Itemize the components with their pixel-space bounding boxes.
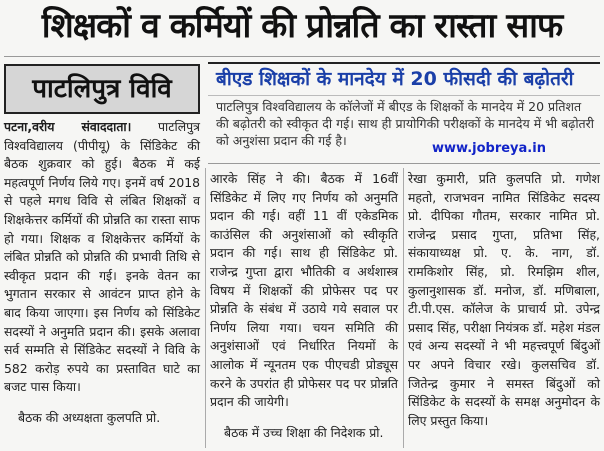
watermark-text: www.jobreya.in	[432, 141, 546, 156]
intro-rule	[208, 163, 600, 164]
column-divider-2	[403, 168, 404, 448]
headline: शिक्षकों व कर्मियों की प्रोन्नति का रास्ता साफ	[41, 6, 563, 46]
column-1-text	[4, 118, 200, 397]
column-divider-1	[205, 168, 206, 448]
subheadline: बीएड शिक्षकों के मानदेय में 20 फीसदी की बढ़ोतरी	[208, 62, 600, 96]
article-column-3	[408, 170, 600, 430]
intro-paragraph: पाटलिपुत्र विश्वविद्यालय के कॉलेजों में बीएड के शिक्षकों के मानदेय में 20 प्रतिशत की बढ़ोतरी को स्वीकृत दी गई। साथ ही प्रायोगिकी परीक्षकों के मानदेय में भी बढ़ोतरी को अनुशंसा प्रदान की गई है।	[216, 99, 595, 148]
headline-rule	[4, 56, 600, 57]
column-1-body: पाटलिपुत्र विश्वविद्यालय (पीपीयू) के सिंडिकेट की बैठक शुक्रवार को हुई। बैठक में कई महत्वपूर्ण निर्णय लिये गए। इनमें वर्ष 2018 से पहले मगध विवि से लंबित शिक्षकों व शिक्षकेत्तर कर्मियों की प्रोन्नति का रास्ता साफ हो गया। शिक्षक व शिक्षकेत्तर कर्मियों के लंबित प्रोन्नति को प्रोन्नति की प्रभावी तिथि से स्वीकृत प्रदान की गई। इनके वेतन का भुगतान सरकार से आवंटन प्राप्त होने के बाद किया जाएगा। इस निर्णय को सिंडिकेट सदस्यों ने अनुमति प्रदान की। इसके अलावा सर्व सम्मति से सिंडिकेट सदस्यों ने विवि के 582 करोड़ रुपये का प्रस्तावित घाटे का बजट पास किया।	[4, 119, 200, 395]
article-column-2	[210, 170, 398, 442]
column-3-body: रेखा कुमारी, प्रति कुलपति प्रो. गणेश महतो, राजभवन नामित सिंडिकेट सदस्य प्रो. दीपिका गौतम, सरकार नामित प्रो. राजेन्द्र प्रसाद गुप्ता, प्रतिभा सिंह, संकायाध्यक्ष प्रो. ए. के. नाग, डॉ. रामकिशोर सिंह, प्रो. रिमझिम शील, कुलानुशासक डॉ. मनोज, डॉ. मणिबाला, टी.पी.एस. कॉलेज के प्राचार्य प्रो. उपेन्द्र प्रसाद सिंह, परीक्षा नियंत्रक डॉ. महेश मंडल एवं अन्य सदस्यों ने भी महत्त्वपूर्ण बिंदुओं पर अपने विचार रखे। कुलसचिव डॉ. जितेन्द्र कुमार ने समस्त बिंदुओं को सिंडिकेट के सदस्यों के समक्ष अनुमोदन के लिए प्रस्तुत किया।	[408, 171, 600, 428]
article-column-1	[4, 118, 200, 428]
column-1-tail: बैठक की अध्यक्षता कुलपति प्रो.	[18, 409, 161, 425]
dateline: पटना,वरीय संवाददाता।	[4, 119, 132, 134]
column-2-tail: बैठक में उच्च शिक्षा की निदेशक प्रो.	[224, 424, 384, 440]
column-2-body: आरके सिंह ने की। बैठक में 16वीं सिंडिकेट में लिए गए निर्णय को अनुमति प्रदान की गई। वहीं 11 वीं एकेडमिक काउंसिल की अनुशंसाओं को स्वीकृति प्रदान की गई। साथ ही सिंडिकेट प्रो. राजेन्द्र गुप्ता द्वारा भौतिकी व अर्थशास्त्र विषय में शिक्षकों की प्रोफेसर पद पर प्रोन्नति के संबंध में उठाये गये सवाल पर निर्णय लिया गया। चयन समिति की अनुशंसाओं एवं निर्धारित नियमों के आलोक में न्यूनतम एक पीएचडी प्रोड्यूस करने के उपरांत ही प्रोफेसर पद पर प्रोन्नति प्रदान की जायेगी।	[210, 171, 398, 410]
section-tag: पाटलिपुत्र विवि	[4, 64, 200, 114]
